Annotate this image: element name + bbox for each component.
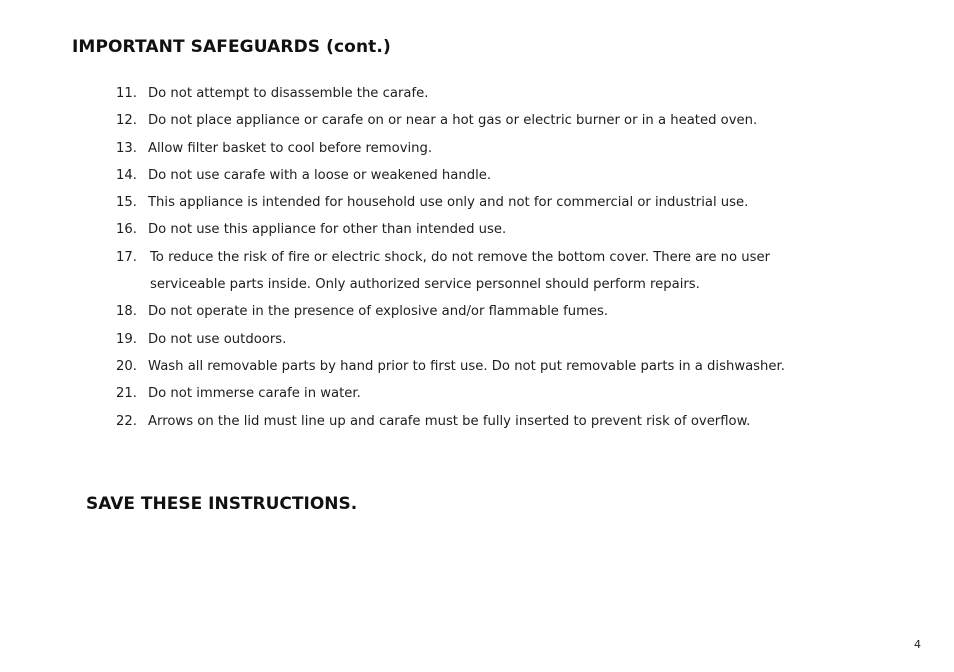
page-number: 4 xyxy=(914,638,921,651)
item-text: Allow filter basket to cool before removing. xyxy=(148,140,433,156)
item-number: 14. xyxy=(116,167,137,183)
item-number: 17. xyxy=(116,249,137,265)
item-text: Do not place appliance or carafe on or near a hot gas or electric burner or in a heated oven. xyxy=(148,113,758,129)
item-text: Arrows on the lid must line up and carafe must be fully inserted to prevent risk of overflow. xyxy=(148,413,751,429)
item-number: 22. xyxy=(116,413,137,429)
list-item xyxy=(116,326,816,353)
item-text: Do not use outdoors. xyxy=(148,331,287,347)
list-item xyxy=(116,162,816,189)
item-number: 19. xyxy=(116,331,137,347)
list-item xyxy=(116,408,816,435)
item-number: 15. xyxy=(116,195,137,211)
list-item xyxy=(116,80,816,107)
item-number: 18. xyxy=(116,304,137,320)
safeguards-list xyxy=(116,80,816,435)
item-text-line-1: To reduce the risk of fire or electric shock, do not remove the bottom cover. There are no user xyxy=(150,249,771,265)
list-item xyxy=(116,135,816,162)
item-text: Do not use carafe with a loose or weakened handle. xyxy=(148,167,492,183)
item-number: 11. xyxy=(116,86,137,101)
save-instructions-note: SAVE THESE INSTRUCTIONS. xyxy=(86,494,358,514)
item-text: Do not operate in the presence of explosive and/or flammable fumes. xyxy=(148,304,609,320)
item-text: Do not use this appliance for other than intended use. xyxy=(148,222,507,238)
item-text-multiline xyxy=(148,244,770,299)
item-text-line-2: serviceable parts inside. Only authorized service personnel should perform repairs. xyxy=(150,277,700,293)
list-item xyxy=(116,298,816,325)
list-item xyxy=(116,107,816,134)
list-item xyxy=(116,380,816,407)
item-text: Do not immerse carafe in water. xyxy=(148,386,361,402)
list-item xyxy=(116,353,816,380)
item-number: 20. xyxy=(116,358,137,374)
list-item xyxy=(116,189,816,216)
item-number: 13. xyxy=(116,140,137,156)
item-number: 12. xyxy=(116,113,137,129)
list-item xyxy=(116,244,816,299)
item-text: Do not attempt to disassemble the carafe. xyxy=(148,86,429,101)
section-heading: IMPORTANT SAFEGUARDS (cont.) xyxy=(72,37,391,57)
item-number: 21. xyxy=(116,386,137,402)
item-number: 16. xyxy=(116,222,137,238)
item-text: This appliance is intended for household use only and not for commercial or industrial use. xyxy=(148,195,749,211)
item-text: Wash all removable parts by hand prior to first use. Do not put removable parts in a dishwasher. xyxy=(148,358,785,374)
list-item xyxy=(116,216,816,243)
